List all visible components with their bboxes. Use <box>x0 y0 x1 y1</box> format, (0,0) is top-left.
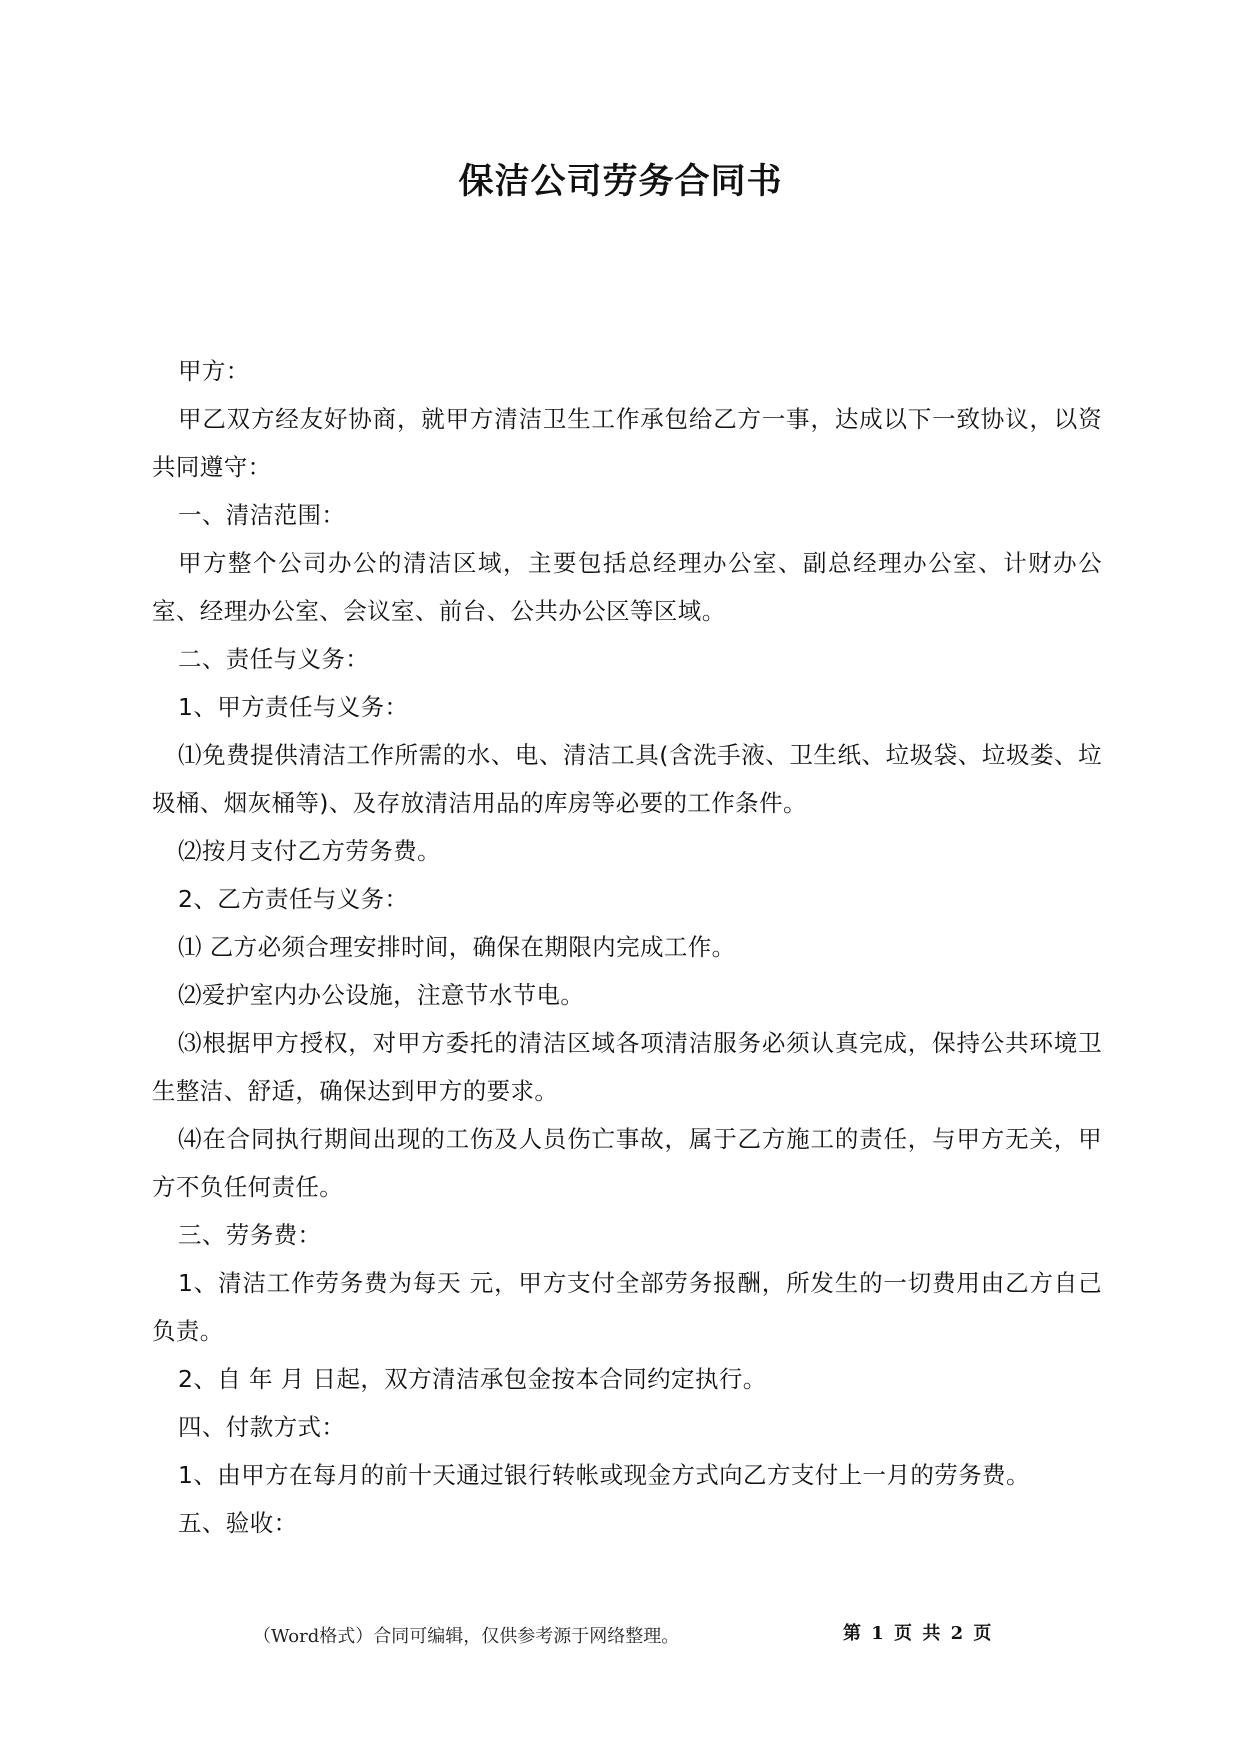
section-heading-payment: 四、付款方式： <box>178 1413 346 1441</box>
footer-note: （Word格式）合同可编辑，仅供参考源于网络整理。 <box>253 1626 680 1647</box>
section-heading-acceptance: 五、验收： <box>178 1509 298 1537</box>
clause-b-4: ⑷在合同执行期间出现的工伤及人员伤亡事故，属于乙方施工的责任，与甲方无关，甲方不负任何责任。 <box>152 1125 1102 1201</box>
paragraph-preamble: 甲乙双方经友好协商，就甲方清洁卫生工作承包给乙方一事，达成以下一致协议，以资共同遵守： <box>152 405 1102 481</box>
paragraph-scope: 甲方整个公司办公的清洁区域，主要包括总经理办公室、副总经理办公室、计财办公室、经理办公室、会议室、前台、公共办公区等区域。 <box>152 549 1102 625</box>
section-heading-duties: 二、责任与义务： <box>178 645 370 673</box>
subheading-party-b-duties: 2、乙方责任与义务： <box>178 885 409 913</box>
clause-b-2: ⑵爱护室内办公设施，注意节水节电。 <box>178 981 585 1009</box>
clause-b-3: ⑶根据甲方授权，对甲方委托的清洁区域各项清洁服务必须认真完成，保持公共环境卫生整洁、舒适，确保达到甲方的要求。 <box>152 1029 1102 1105</box>
subheading-party-a-duties: 1、甲方责任与义务： <box>178 693 409 721</box>
clause-payment-1: 1、由甲方在每月的前十天通过银行转帐或现金方式向乙方支付上一月的劳务费。 <box>178 1461 1030 1489</box>
clause-fee-2: 2、自 年 月 日起，双方清洁承包金按本合同约定执行。 <box>178 1365 767 1393</box>
clause-a-2: ⑵按月支付乙方劳务费。 <box>178 837 441 865</box>
section-heading-scope: 一、清洁范围： <box>178 501 346 529</box>
section-heading-fee: 三、劳务费： <box>178 1221 322 1249</box>
paragraph-party-a: 甲方： <box>178 357 250 385</box>
clause-b-1: ⑴ 乙方必须合理安排时间，确保在期限内完成工作。 <box>178 933 736 961</box>
page-number: 第 1 页 共 2 页 <box>843 1623 994 1644</box>
clause-a-1: ⑴免费提供清洁工作所需的水、电、清洁工具(含洗手液、卫生纸、垃圾袋、垃圾娄、垃圾桶、烟灰桶等)、及存放清洁用品的库房等必要的工作条件。 <box>152 741 1102 817</box>
document-body <box>152 347 1102 1547</box>
document-title: 保洁公司劳务合同书 <box>458 162 783 202</box>
clause-fee-1: 1、清洁工作劳务费为每天 元，甲方支付全部劳务报酬，所发生的一切费用由乙方自己负责。 <box>152 1269 1102 1345</box>
